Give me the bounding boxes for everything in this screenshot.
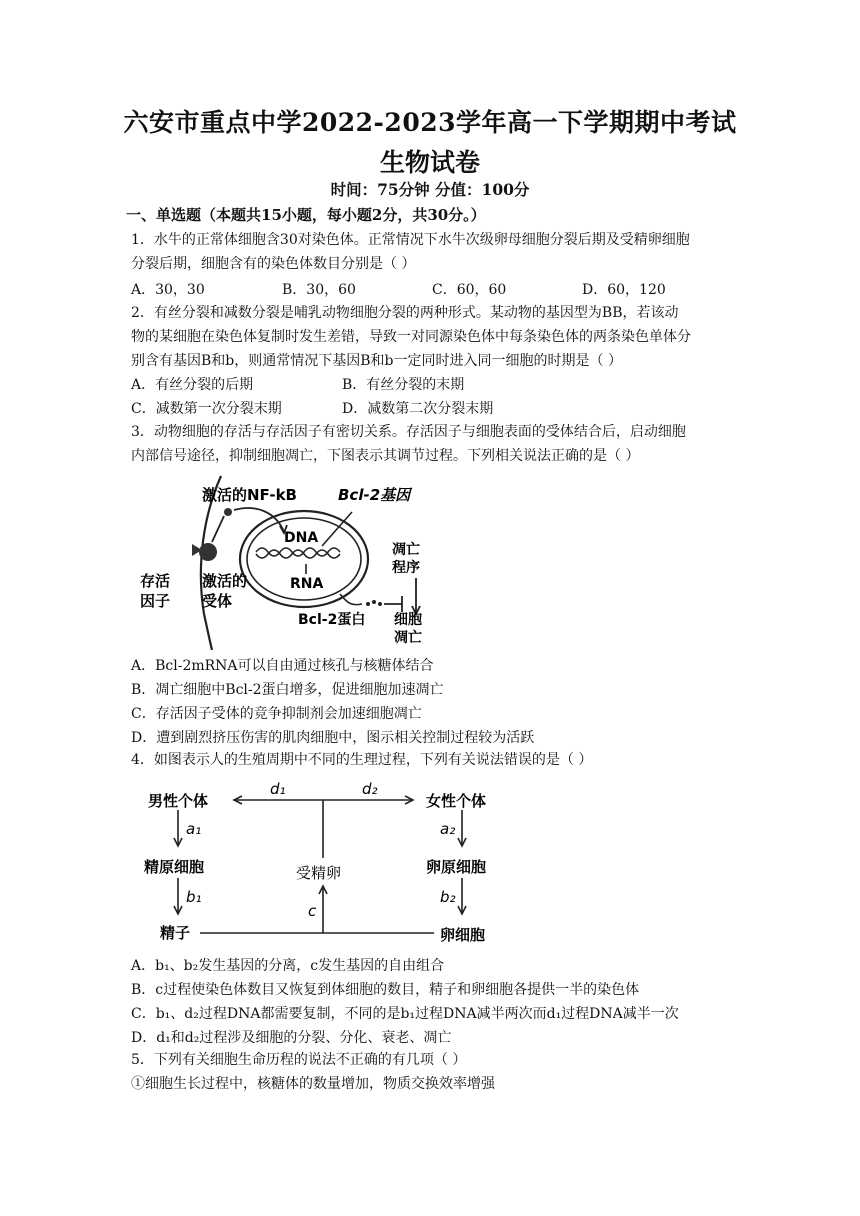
q2-line-1: 2．有丝分裂和减数分裂是哺乳动物细胞分裂的两种形式。某动物的基因型为BB，若该动	[131, 305, 679, 321]
q1-option-d[interactable]: D．60，120	[582, 282, 666, 298]
label-rna: RNA	[290, 576, 324, 592]
label-female: 女性个体	[426, 792, 487, 810]
label-apoptosis-program-2: 程序	[392, 560, 420, 576]
q1-option-a[interactable]: A．30，30	[131, 282, 205, 298]
label-activated-receptor-1: 激活的	[202, 572, 248, 590]
q4-line-1: 4．如图表示人的生殖周期中不同的生理过程，下列有关说法错误的是（ ）	[131, 752, 593, 768]
label-sperm: 精子	[160, 924, 191, 942]
q2-option-d[interactable]: D．减数第二次分裂末期	[342, 401, 494, 417]
q1-line-2: 分裂后期，细胞含有的染色体数目分别是（ ）	[131, 256, 416, 272]
label-activated-receptor-2: 受体	[202, 592, 233, 610]
rna-to-protein-arrow	[340, 594, 362, 605]
q4-option-b[interactable]: B．c过程使染色体数目又恢复到体细胞的数目，精子和卵细胞各提供一半的染色体	[131, 982, 640, 998]
label-dna: DNA	[284, 530, 319, 546]
label-apoptosis-program-1: 凋亡	[392, 542, 420, 558]
q3-option-a[interactable]: A．Bcl-2mRNA可以自由通过核孔与核糖体结合	[131, 658, 434, 674]
label-zygote: 受精卵	[296, 864, 342, 882]
label-bcl2-protein: Bcl-2蛋白	[298, 612, 366, 628]
label-d2: d₂	[362, 780, 378, 798]
exam-meta: 时间：75分钟 分值：100分	[330, 180, 530, 199]
label-b1: b₁	[186, 888, 202, 906]
q3-line-1: 3．动物细胞的存活与存活因子有密切关系。存活因子与细胞表面的受体结合后，启动细胞	[131, 424, 686, 440]
label-a2: a₂	[440, 820, 456, 838]
q3-option-d[interactable]: D．遭到剧烈挤压伤害的肌肉细胞中，图示相关控制过程较为活跃	[131, 730, 535, 746]
q2-option-c[interactable]: C．减数第一次分裂末期	[131, 401, 282, 417]
nfkb-shape	[224, 508, 232, 516]
q4-option-a[interactable]: A．b₁、b₂发生基因的分离，c发生基因的自由组合	[131, 958, 445, 974]
q2-line-2: 物的某细胞在染色体复制时发生差错，导致一对同源染色体中每条染色体的两条染色单体分	[131, 329, 691, 345]
q2-option-b[interactable]: B．有丝分裂的末期	[342, 377, 465, 393]
q1-line-1: 1．水牛的正常体细胞含30对染色体。正常情况下水牛次级卵母细胞分裂后期及受精卵细胞	[131, 232, 690, 248]
q3-line-2: 内部信号途径，抑制细胞凋亡，下图表示其调节过程。下列相关说法正确的是（ ）	[131, 448, 640, 464]
q2-line-3: 别含有基因B和b，则通常情况下基因B和b一定同时进入同一细胞的时期是（ ）	[131, 353, 622, 369]
q3-option-c[interactable]: C．存活因子受体的竞争抑制剂会加速细胞凋亡	[131, 706, 422, 722]
label-a1: a₁	[186, 820, 202, 838]
q1-option-c[interactable]: C．60，60	[432, 282, 507, 298]
label-cell-apoptosis-1: 细胞	[394, 612, 422, 628]
page-title: 六安市重点中学2022-2023学年高一下学期期中考试	[123, 108, 737, 137]
label-survival-factor-1: 存活	[140, 572, 171, 590]
q1-option-b[interactable]: B．30，60	[282, 282, 356, 298]
label-activated-nfkb: 激活的NF-kB	[202, 486, 297, 504]
q3-option-b[interactable]: B．凋亡细胞中Bcl-2蛋白增多，促进细胞加速凋亡	[131, 682, 444, 698]
label-survival-factor-2: 因子	[140, 592, 171, 610]
section-heading: 一、单选题（本题共15小题，每小题2分，共30分。）	[126, 206, 486, 224]
label-male: 男性个体	[148, 792, 209, 810]
label-egg: 卵细胞	[440, 926, 486, 944]
q3-figure	[126, 474, 436, 650]
label-cell-apoptosis-2: 凋亡	[394, 630, 422, 646]
receptor-shape	[199, 543, 217, 561]
nucleus-outer	[240, 511, 368, 607]
label-spermatogonium: 精原细胞	[144, 858, 205, 876]
q4-option-c[interactable]: C．b₁、d₂过程DNA都需要复制，不同的是b₁过程DNA减半两次而d₁过程DNA减半一次	[131, 1006, 679, 1022]
label-oogonium: 卵原细胞	[426, 858, 487, 876]
label-bcl2-gene: Bcl-2基因	[338, 486, 411, 504]
q5-line-1: 5．下列有关细胞生命历程的说法不正确的有几项（ ）	[131, 1052, 467, 1068]
nfkb-to-nucleus-arrow	[234, 508, 284, 532]
label-b2: b₂	[440, 888, 456, 906]
receptor-to-nfkb-arrow	[212, 516, 224, 542]
q2-option-a[interactable]: A．有丝分裂的后期	[131, 377, 254, 393]
q5-line-2: ①细胞生长过程中，核糖体的数量增加，物质交换效率增强	[131, 1076, 495, 1092]
q4-option-d[interactable]: D．d₁和d₂过程涉及细胞的分裂、分化、衰老、凋亡	[131, 1030, 452, 1046]
q4-figure	[140, 778, 510, 946]
label-d1: d₁	[270, 780, 286, 798]
subject-title: 生物试卷	[379, 148, 480, 177]
label-c: c	[308, 902, 317, 920]
